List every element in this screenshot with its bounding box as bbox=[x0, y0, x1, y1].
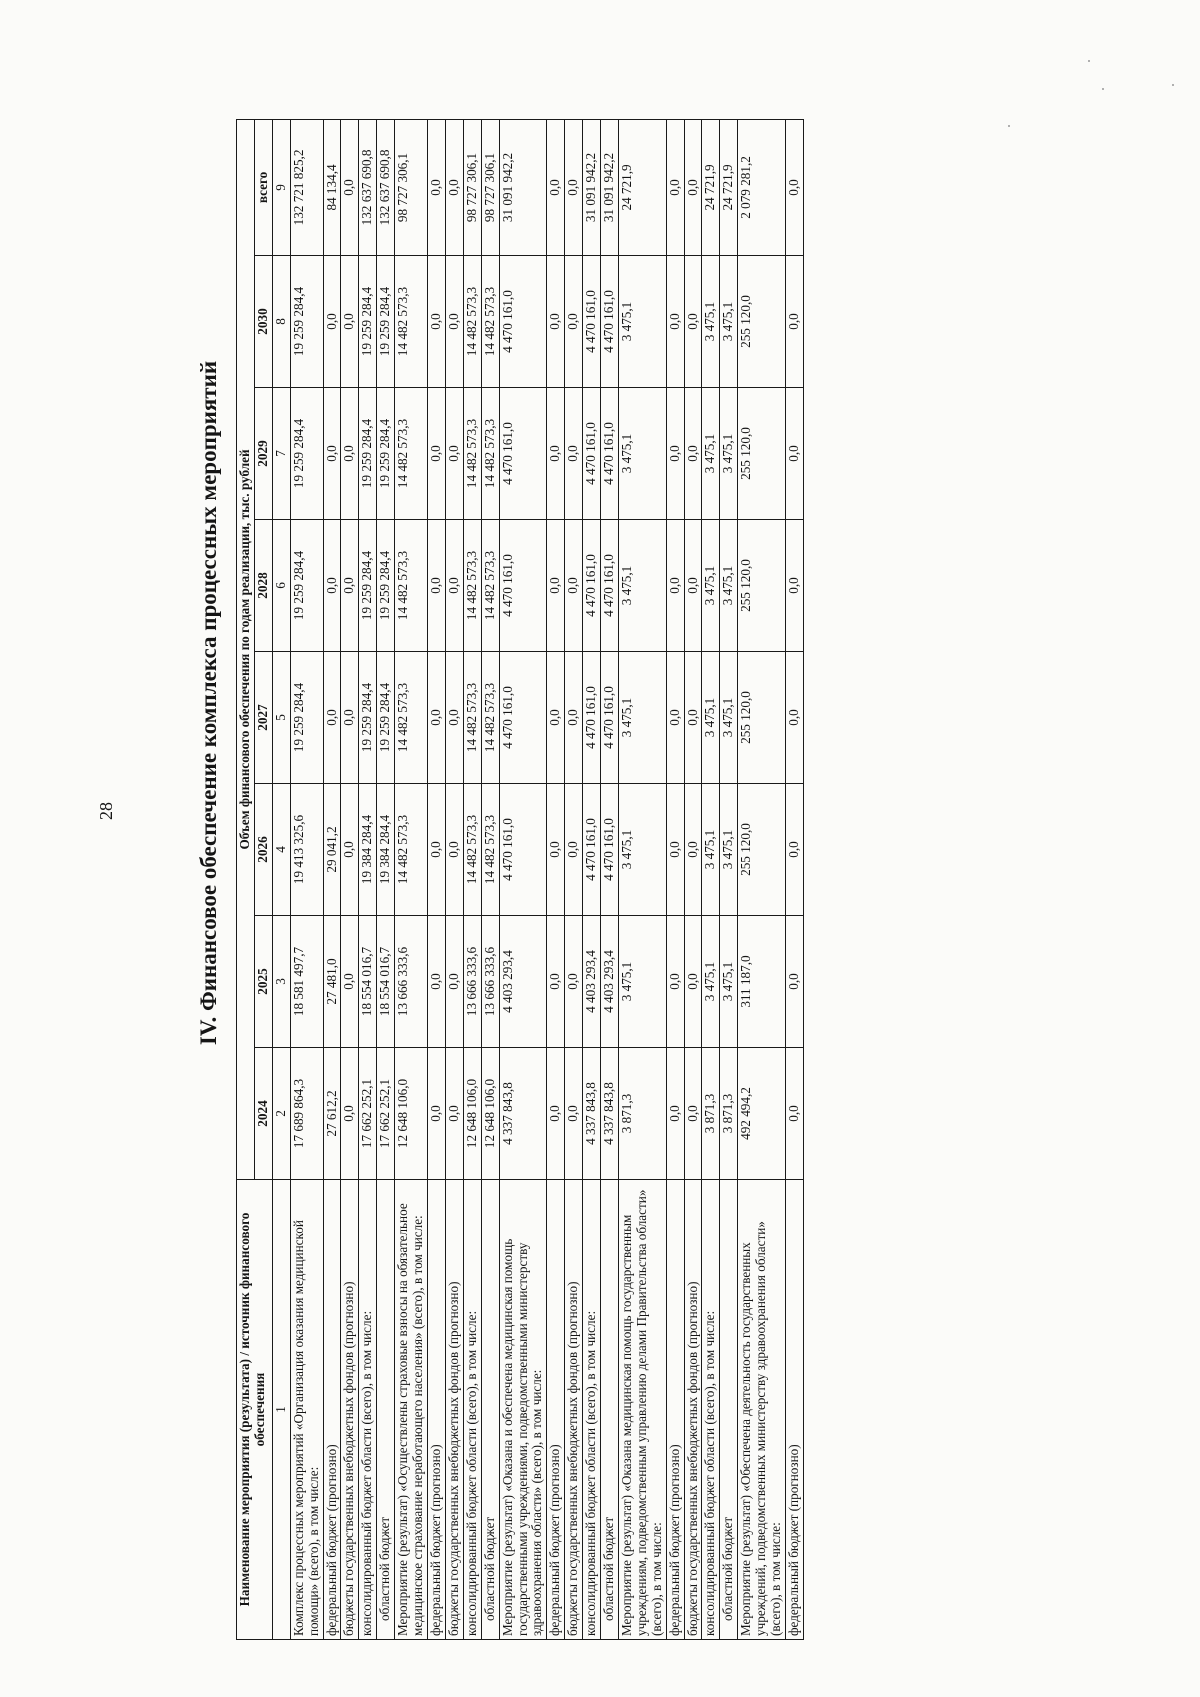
value-cell: 0,0 bbox=[445, 388, 463, 520]
value-cell: 0,0 bbox=[565, 1048, 583, 1180]
value-cell: 0,0 bbox=[684, 916, 702, 1048]
value-cell: 0,0 bbox=[565, 652, 583, 784]
value-cell: 0,0 bbox=[666, 1048, 684, 1180]
value-cell: 0,0 bbox=[341, 520, 359, 652]
value-cell: 14 482 573,3 bbox=[481, 652, 499, 784]
value-cell: 0,0 bbox=[547, 520, 565, 652]
value-cell: 18 581 497,7 bbox=[290, 916, 323, 1048]
column-number: 2 bbox=[272, 1048, 290, 1180]
column-number: 9 bbox=[272, 119, 290, 255]
value-cell: 0,0 bbox=[427, 1048, 445, 1180]
value-cell: 0,0 bbox=[565, 520, 583, 652]
value-cell: 4 470 161,0 bbox=[583, 652, 601, 784]
value-cell: 19 259 284,4 bbox=[290, 388, 323, 520]
value-cell: 0,0 bbox=[341, 784, 359, 916]
value-cell: 0,0 bbox=[547, 916, 565, 1048]
value-cell: 0,0 bbox=[666, 388, 684, 520]
value-cell: 3 475,1 bbox=[702, 784, 720, 916]
value-cell: 4 470 161,0 bbox=[601, 652, 619, 784]
value-cell: 19 259 284,4 bbox=[359, 520, 377, 652]
value-cell: 24 721,9 bbox=[702, 119, 720, 255]
value-cell: 17 662 252,1 bbox=[359, 1048, 377, 1180]
column-number: 6 bbox=[272, 520, 290, 652]
row-label: Мероприятие (результат) «Оказана медицинская помощь государственным учреждениям, подведомственным управлению делами Правительства области» (всего), в том числе: bbox=[618, 1180, 666, 1640]
value-cell: 27 481,0 bbox=[323, 916, 341, 1048]
row-label: Мероприятие (результат) «Обеспечена деятельность государственных учреждений, подведомственных министерству здравоохранения области» (всего), в том числе: bbox=[738, 1180, 786, 1640]
value-cell: 0,0 bbox=[547, 256, 565, 388]
value-cell: 3 475,1 bbox=[702, 916, 720, 1048]
value-cell: 132 637 690,8 bbox=[359, 119, 377, 255]
table-row bbox=[583, 119, 601, 1639]
value-cell: 19 384 284,4 bbox=[377, 784, 395, 916]
value-cell: 19 259 284,4 bbox=[377, 652, 395, 784]
value-cell: 0,0 bbox=[547, 1048, 565, 1180]
value-cell: 0,0 bbox=[786, 916, 804, 1048]
value-cell: 0,0 bbox=[323, 520, 341, 652]
table-row bbox=[445, 119, 463, 1639]
value-cell: 3 871,3 bbox=[702, 1048, 720, 1180]
page-title: IV. Финансовое обеспечение комплекса процессных мероприятий bbox=[196, 360, 221, 1046]
row-label: федеральный бюджет (прогнозно) bbox=[427, 1180, 445, 1640]
value-cell: 0,0 bbox=[445, 784, 463, 916]
value-cell: 0,0 bbox=[786, 388, 804, 520]
value-cell: 0,0 bbox=[547, 388, 565, 520]
value-cell: 0,0 bbox=[666, 520, 684, 652]
value-cell: 19 259 284,4 bbox=[359, 256, 377, 388]
value-cell: 3 475,1 bbox=[618, 784, 666, 916]
value-cell: 4 470 161,0 bbox=[601, 520, 619, 652]
value-cell: 31 091 942,2 bbox=[601, 119, 619, 255]
value-cell: 14 482 573,3 bbox=[481, 256, 499, 388]
table-row bbox=[618, 119, 666, 1639]
value-cell: 3 475,1 bbox=[702, 256, 720, 388]
row-label: бюджеты государственных внебюджетных фондов (прогнозно) bbox=[445, 1180, 463, 1640]
value-cell: 0,0 bbox=[323, 652, 341, 784]
value-cell: 0,0 bbox=[786, 119, 804, 255]
row-label: федеральный бюджет (прогнозно) bbox=[666, 1180, 684, 1640]
row-label: областной бюджет bbox=[481, 1180, 499, 1640]
value-cell: 0,0 bbox=[323, 256, 341, 388]
value-cell: 0,0 bbox=[786, 784, 804, 916]
row-label: федеральный бюджет (прогнозно) bbox=[786, 1180, 804, 1640]
row-label: консолидированный бюджет области (всего), в том числе: bbox=[359, 1180, 377, 1640]
value-cell: 0,0 bbox=[786, 520, 804, 652]
value-cell: 0,0 bbox=[684, 784, 702, 916]
value-cell: 4 470 161,0 bbox=[601, 388, 619, 520]
value-cell: 255 120,0 bbox=[738, 256, 786, 388]
value-cell: 0,0 bbox=[565, 916, 583, 1048]
value-cell: 84 134,4 bbox=[323, 119, 341, 255]
row-label: бюджеты государственных внебюджетных фондов (прогнозно) bbox=[565, 1180, 583, 1640]
header-year-2029: 2029 bbox=[254, 388, 272, 520]
value-cell: 0,0 bbox=[684, 652, 702, 784]
header-financing-group: Объем финансового обеспечения по годам реализации, тыс. рублей bbox=[237, 119, 255, 1179]
value-cell: 19 413 325,6 bbox=[290, 784, 323, 916]
header-year-2026: 2026 bbox=[254, 784, 272, 916]
column-number: 8 bbox=[272, 256, 290, 388]
row-label: областной бюджет bbox=[601, 1180, 619, 1640]
value-cell: 0,0 bbox=[786, 652, 804, 784]
value-cell: 19 259 284,4 bbox=[359, 388, 377, 520]
value-cell: 0,0 bbox=[341, 652, 359, 784]
value-cell: 98 727 306,1 bbox=[395, 119, 428, 255]
value-cell: 0,0 bbox=[445, 520, 463, 652]
table-row bbox=[290, 119, 323, 1639]
value-cell: 14 482 573,3 bbox=[463, 388, 481, 520]
value-cell: 19 259 284,4 bbox=[377, 388, 395, 520]
value-cell: 3 871,3 bbox=[720, 1048, 738, 1180]
value-cell: 0,0 bbox=[427, 388, 445, 520]
value-cell: 4 470 161,0 bbox=[499, 652, 547, 784]
value-cell: 0,0 bbox=[684, 119, 702, 255]
row-label: консолидированный бюджет области (всего), в том числе: bbox=[583, 1180, 601, 1640]
value-cell: 3 475,1 bbox=[618, 916, 666, 1048]
value-cell: 3 475,1 bbox=[720, 916, 738, 1048]
column-number: 1 bbox=[272, 1180, 290, 1640]
value-cell: 14 482 573,3 bbox=[481, 784, 499, 916]
value-cell: 14 482 573,3 bbox=[395, 652, 428, 784]
table-row bbox=[481, 119, 499, 1639]
value-cell: 3 475,1 bbox=[618, 256, 666, 388]
value-cell: 98 727 306,1 bbox=[481, 119, 499, 255]
value-cell: 12 648 106,0 bbox=[395, 1048, 428, 1180]
value-cell: 4 470 161,0 bbox=[499, 388, 547, 520]
value-cell: 0,0 bbox=[427, 784, 445, 916]
value-cell: 0,0 bbox=[427, 119, 445, 255]
value-cell: 14 482 573,3 bbox=[463, 256, 481, 388]
value-cell: 4 470 161,0 bbox=[583, 784, 601, 916]
value-cell: 14 482 573,3 bbox=[481, 520, 499, 652]
header-year-2027: 2027 bbox=[254, 652, 272, 784]
value-cell: 3 871,3 bbox=[618, 1048, 666, 1180]
financing-table bbox=[236, 119, 804, 1640]
column-number: 5 bbox=[272, 652, 290, 784]
value-cell: 19 259 284,4 bbox=[359, 652, 377, 784]
row-label: бюджеты государственных внебюджетных фондов (прогнозно) bbox=[341, 1180, 359, 1640]
value-cell: 0,0 bbox=[786, 256, 804, 388]
value-cell: 255 120,0 bbox=[738, 652, 786, 784]
value-cell: 14 482 573,3 bbox=[463, 652, 481, 784]
table-row bbox=[601, 119, 619, 1639]
value-cell: 24 721,9 bbox=[618, 119, 666, 255]
header-year-2030: 2030 bbox=[254, 256, 272, 388]
value-cell: 19 259 284,4 bbox=[377, 256, 395, 388]
table-row bbox=[786, 119, 804, 1639]
row-label: областной бюджет bbox=[720, 1180, 738, 1640]
value-cell: 3 475,1 bbox=[720, 520, 738, 652]
value-cell: 14 482 573,3 bbox=[395, 520, 428, 652]
row-label: федеральный бюджет (прогнозно) bbox=[547, 1180, 565, 1640]
value-cell: 0,0 bbox=[341, 916, 359, 1048]
value-cell: 0,0 bbox=[565, 784, 583, 916]
value-cell: 3 475,1 bbox=[618, 652, 666, 784]
value-cell: 255 120,0 bbox=[738, 388, 786, 520]
header-year-2028: 2028 bbox=[254, 520, 272, 652]
table-row bbox=[565, 119, 583, 1639]
value-cell: 0,0 bbox=[445, 916, 463, 1048]
value-cell: 0,0 bbox=[565, 388, 583, 520]
value-cell: 2 079 281,2 bbox=[738, 119, 786, 255]
value-cell: 4 470 161,0 bbox=[499, 256, 547, 388]
value-cell: 4 337 843,8 bbox=[601, 1048, 619, 1180]
value-cell: 14 482 573,3 bbox=[395, 256, 428, 388]
value-cell: 17 662 252,1 bbox=[377, 1048, 395, 1180]
table-row bbox=[463, 119, 481, 1639]
value-cell: 27 612,2 bbox=[323, 1048, 341, 1180]
value-cell: 4 337 843,8 bbox=[499, 1048, 547, 1180]
value-cell: 14 482 573,3 bbox=[395, 388, 428, 520]
value-cell: 0,0 bbox=[445, 256, 463, 388]
value-cell: 31 091 942,2 bbox=[583, 119, 601, 255]
value-cell: 132 637 690,8 bbox=[377, 119, 395, 255]
value-cell: 0,0 bbox=[427, 520, 445, 652]
table-row bbox=[323, 119, 341, 1639]
value-cell: 4 470 161,0 bbox=[583, 256, 601, 388]
value-cell: 0,0 bbox=[666, 256, 684, 388]
financing-table-container bbox=[236, 120, 1020, 1640]
table-row bbox=[547, 119, 565, 1639]
header-total: всего bbox=[254, 119, 272, 255]
value-cell: 24 721,9 bbox=[720, 119, 738, 255]
value-cell: 12 648 106,0 bbox=[481, 1048, 499, 1180]
table-row bbox=[341, 119, 359, 1639]
value-cell: 0,0 bbox=[547, 784, 565, 916]
value-cell: 255 120,0 bbox=[738, 520, 786, 652]
value-cell: 3 475,1 bbox=[720, 388, 738, 520]
value-cell: 0,0 bbox=[684, 520, 702, 652]
value-cell: 31 091 942,2 bbox=[499, 119, 547, 255]
value-cell: 14 482 573,3 bbox=[481, 388, 499, 520]
value-cell: 0,0 bbox=[786, 1048, 804, 1180]
column-number: 4 bbox=[272, 784, 290, 916]
value-cell: 255 120,0 bbox=[738, 784, 786, 916]
value-cell: 0,0 bbox=[427, 256, 445, 388]
value-cell: 0,0 bbox=[341, 1048, 359, 1180]
value-cell: 0,0 bbox=[666, 916, 684, 1048]
header-year-2024: 2024 bbox=[254, 1048, 272, 1180]
row-label: федеральный бюджет (прогнозно) bbox=[323, 1180, 341, 1640]
value-cell: 3 475,1 bbox=[720, 652, 738, 784]
value-cell: 4 470 161,0 bbox=[583, 388, 601, 520]
value-cell: 0,0 bbox=[427, 652, 445, 784]
value-cell: 3 475,1 bbox=[618, 520, 666, 652]
table-row bbox=[738, 119, 786, 1639]
value-cell: 4 403 293,4 bbox=[601, 916, 619, 1048]
value-cell: 0,0 bbox=[445, 119, 463, 255]
value-cell: 29 041,2 bbox=[323, 784, 341, 916]
value-cell: 4 470 161,0 bbox=[583, 520, 601, 652]
value-cell: 0,0 bbox=[547, 119, 565, 255]
value-cell: 19 259 284,4 bbox=[290, 520, 323, 652]
value-cell: 4 403 293,4 bbox=[583, 916, 601, 1048]
page-number: 28 bbox=[96, 802, 116, 820]
value-cell: 19 259 284,4 bbox=[290, 256, 323, 388]
value-cell: 0,0 bbox=[323, 388, 341, 520]
value-cell: 13 666 333,6 bbox=[481, 916, 499, 1048]
value-cell: 492 494,2 bbox=[738, 1048, 786, 1180]
column-number: 7 bbox=[272, 388, 290, 520]
value-cell: 4 337 843,8 bbox=[583, 1048, 601, 1180]
value-cell: 3 475,1 bbox=[720, 784, 738, 916]
table-row bbox=[359, 119, 377, 1639]
value-cell: 311 187,0 bbox=[738, 916, 786, 1048]
value-cell: 0,0 bbox=[445, 652, 463, 784]
value-cell: 0,0 bbox=[341, 256, 359, 388]
column-number: 3 bbox=[272, 916, 290, 1048]
value-cell: 132 721 825,2 bbox=[290, 119, 323, 255]
table-row bbox=[720, 119, 738, 1639]
value-cell: 0,0 bbox=[565, 256, 583, 388]
row-label: консолидированный бюджет области (всего), в том числе: bbox=[463, 1180, 481, 1640]
value-cell: 0,0 bbox=[684, 256, 702, 388]
value-cell: 0,0 bbox=[341, 388, 359, 520]
value-cell: 19 384 284,4 bbox=[359, 784, 377, 916]
value-cell: 17 689 864,3 bbox=[290, 1048, 323, 1180]
value-cell: 0,0 bbox=[684, 1048, 702, 1180]
value-cell: 0,0 bbox=[341, 119, 359, 255]
row-label: областной бюджет bbox=[377, 1180, 395, 1640]
value-cell: 0,0 bbox=[684, 388, 702, 520]
column-number-row bbox=[272, 119, 290, 1639]
value-cell: 0,0 bbox=[666, 119, 684, 255]
table-row bbox=[666, 119, 684, 1639]
table-row bbox=[702, 119, 720, 1639]
value-cell: 18 554 016,7 bbox=[359, 916, 377, 1048]
value-cell: 3 475,1 bbox=[720, 256, 738, 388]
value-cell: 3 475,1 bbox=[702, 520, 720, 652]
value-cell: 0,0 bbox=[427, 916, 445, 1048]
value-cell: 0,0 bbox=[445, 1048, 463, 1180]
header-year-2025: 2025 bbox=[254, 916, 272, 1048]
value-cell: 0,0 bbox=[666, 784, 684, 916]
value-cell: 4 403 293,4 bbox=[499, 916, 547, 1048]
value-cell: 14 482 573,3 bbox=[463, 520, 481, 652]
table-row bbox=[395, 119, 428, 1639]
table-row bbox=[377, 119, 395, 1639]
value-cell: 19 259 284,4 bbox=[290, 652, 323, 784]
value-cell: 4 470 161,0 bbox=[499, 784, 547, 916]
value-cell: 18 554 016,7 bbox=[377, 916, 395, 1048]
table-row bbox=[684, 119, 702, 1639]
value-cell: 14 482 573,3 bbox=[463, 784, 481, 916]
row-label: Комплекс процессных мероприятий «Организация оказания медицинской помощи» (всего), в том числе: bbox=[290, 1180, 323, 1640]
value-cell: 98 727 306,1 bbox=[463, 119, 481, 255]
row-label: консолидированный бюджет области (всего), в том числе: bbox=[702, 1180, 720, 1640]
value-cell: 4 470 161,0 bbox=[601, 256, 619, 388]
row-label: Мероприятие (результат) «Оказана и обеспечена медицинская помощь государственными учреждениями, подведомственными министерству здравоохранения области» (всего), в том числе: bbox=[499, 1180, 547, 1640]
value-cell: 4 470 161,0 bbox=[601, 784, 619, 916]
value-cell: 13 666 333,6 bbox=[463, 916, 481, 1048]
value-cell: 3 475,1 bbox=[702, 388, 720, 520]
value-cell: 0,0 bbox=[666, 652, 684, 784]
row-label: бюджеты государственных внебюджетных фондов (прогнозно) bbox=[684, 1180, 702, 1640]
value-cell: 12 648 106,0 bbox=[463, 1048, 481, 1180]
table-row bbox=[499, 119, 547, 1639]
value-cell: 3 475,1 bbox=[702, 652, 720, 784]
value-cell: 13 666 333,6 bbox=[395, 916, 428, 1048]
value-cell: 0,0 bbox=[565, 119, 583, 255]
value-cell: 3 475,1 bbox=[618, 388, 666, 520]
header-name-column: Наименование мероприятия (результата) / источник финансового обеспечения bbox=[237, 1180, 273, 1640]
value-cell: 4 470 161,0 bbox=[499, 520, 547, 652]
value-cell: 19 259 284,4 bbox=[377, 520, 395, 652]
row-label: Мероприятие (результат) «Осуществлены страховые взносы на обязательное медицинское страхование неработающего населения» (всего), в том числе: bbox=[395, 1180, 428, 1640]
value-cell: 0,0 bbox=[547, 652, 565, 784]
table-row bbox=[427, 119, 445, 1639]
value-cell: 14 482 573,3 bbox=[395, 784, 428, 916]
